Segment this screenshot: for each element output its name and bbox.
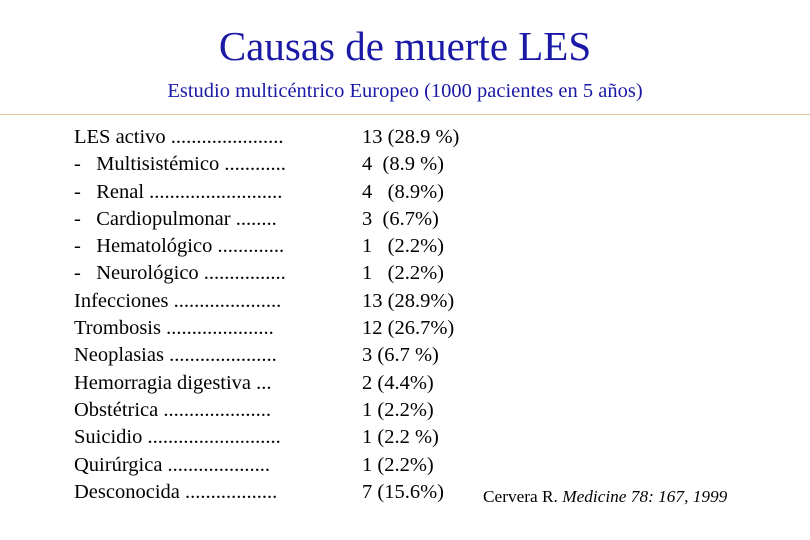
citation-author: Cervera R. xyxy=(483,487,563,506)
cause-label-infecciones: Infecciones ..................... xyxy=(74,289,282,312)
cause-label-quirurgica: Quirúrgica .................... xyxy=(74,453,271,476)
cause-value-hemorragia-digestiva: 2 (4.4%) xyxy=(362,371,434,394)
citation xyxy=(483,486,727,508)
cause-value-suicidio: 1 (2.2 %) xyxy=(362,426,439,449)
page-subtitle: Estudio multicéntrico Europeo (1000 pacientes en 5 años) xyxy=(167,80,643,102)
cause-label-suicidio: Suicidio .......................... xyxy=(74,426,281,449)
cause-label-renal: - Renal .......................... xyxy=(74,180,283,203)
cause-value-desconocida: 7 (15.6%) xyxy=(362,480,444,503)
cause-label-hematologico: - Hematológico ............. xyxy=(74,235,285,258)
cause-value-les-activo: 13 (28.9 %) xyxy=(362,126,460,148)
values-column xyxy=(362,124,459,506)
cause-value-obstetrica: 1 (2.2%) xyxy=(362,398,434,421)
cause-label-obstetrica: Obstétrica ..................... xyxy=(74,398,271,421)
cause-label-multisistemico: - Multisistémico ............ xyxy=(74,153,286,176)
cause-value-renal: 4 (8.9%) xyxy=(362,180,444,203)
cause-label-desconocida: Desconocida .................. xyxy=(74,480,278,503)
cause-value-multisistemico: 4 (8.9 %) xyxy=(362,153,444,176)
causes-column xyxy=(74,124,286,506)
divider xyxy=(0,114,810,115)
cause-label-les-activo: LES activo ...................... xyxy=(74,126,284,148)
cause-value-cardiopulmonar: 3 (6.7%) xyxy=(362,207,439,230)
cause-label-hemorragia-digestiva: Hemorragia digestiva ... xyxy=(74,371,272,394)
cause-value-neurologico: 1 (2.2%) xyxy=(362,262,444,285)
cause-value-neoplasias: 3 (6.7 %) xyxy=(362,344,439,367)
cause-value-trombosis: 12 (26.7%) xyxy=(362,317,455,340)
cause-label-neoplasias: Neoplasias ..................... xyxy=(74,344,277,367)
cause-label-cardiopulmonar: - Cardiopulmonar ........ xyxy=(74,207,277,230)
cause-value-infecciones: 13 (28.9%) xyxy=(362,289,455,312)
cause-label-neurologico: - Neurológico ................ xyxy=(74,262,286,285)
cause-label-trombosis: Trombosis ..................... xyxy=(74,317,274,340)
cause-value-hematologico: 1 (2.2%) xyxy=(362,235,444,258)
page-title: Causas de muerte LES xyxy=(218,23,592,69)
citation-journal: Medicine 78: 167, 1999 xyxy=(562,487,728,506)
cause-value-quirurgica: 1 (2.2%) xyxy=(362,453,434,476)
